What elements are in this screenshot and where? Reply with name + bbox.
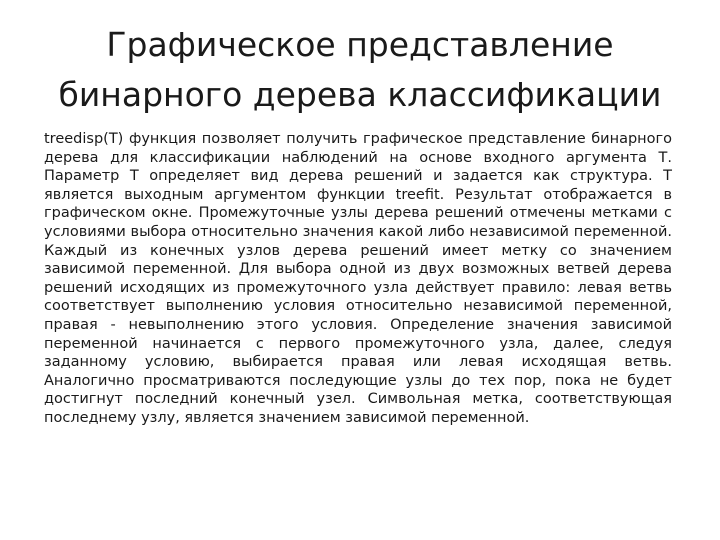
slide-title-line-1: Графическое представление	[106, 25, 614, 64]
slide-title	[40, 20, 680, 120]
slide-title-line-2: бинарного дерева классификации	[58, 75, 662, 114]
slide-body-paragraph	[44, 130, 672, 428]
function-description: функция позволяет получить графическое представление бинарного дерева для классификации наблюдений на основе входного аргумента Т. Параметр Т определяет вид дерева решений и задается как структура. Т является выходным аргументом функции treefit. Результат отображается в графическом окне. Промежуточные узлы дерева решений отмечены метками с условиями выбора относительно значения какой либо независимой переменной. Каждый из конечных узлов дерева решений имеет метку со значением зависимой переменной. Для выбора одной из двух возможных ветвей дерева решений исходящих из промежуточного узла действует правило: левая ветвь соответствует выполнению условия относительно независимой переменной, правая - невыполнению этого условия. Определение значения зависимой переменной начинается с первого промежуточного узла, далее, следуя заданному условию, выбирается правая или левая исходящая ветвь. Аналогично просматриваются последующие узлы до тех пор, пока не будет достигнут последний конечный узел. Символьная метка, соответствующая последнему узлу, является значением зависимой переменной.	[44, 131, 672, 426]
function-name-term: treedisp(T)	[44, 131, 124, 147]
